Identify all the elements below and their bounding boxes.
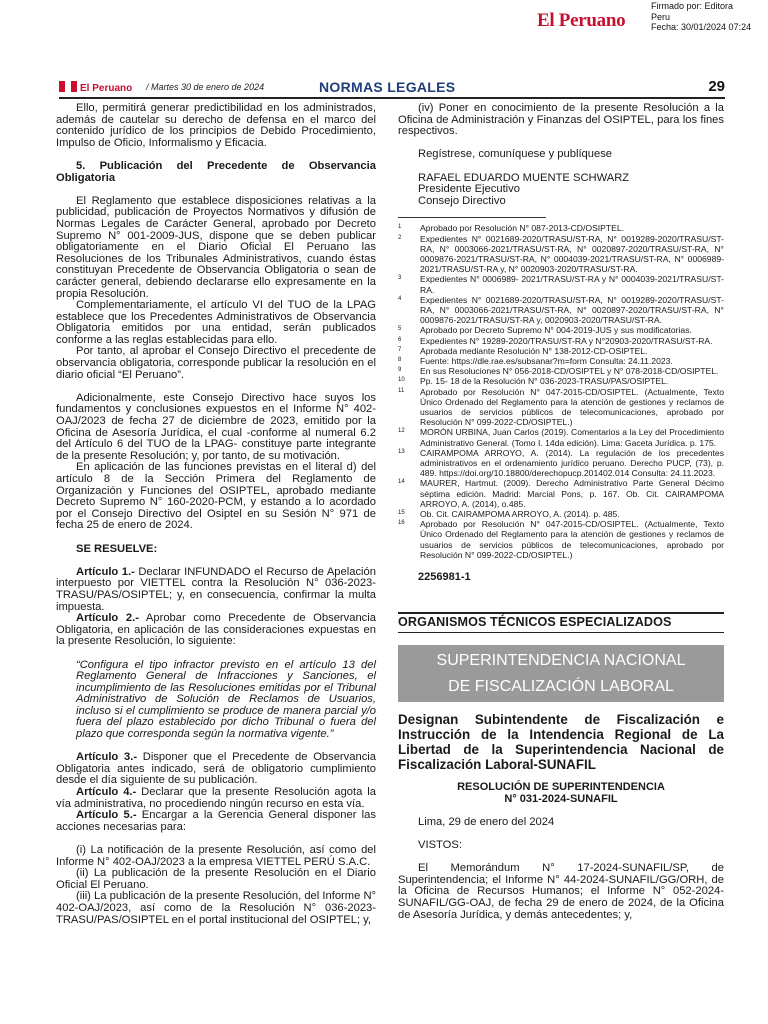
article-lead: Artículo 2.- [76, 612, 139, 625]
footnote-number: 1 [398, 224, 402, 231]
banner-line-1: SUPERINTENDENCIA NACIONAL [436, 652, 686, 670]
banner-line-2: DE FISCALIZACIÓN LABORAL [448, 678, 674, 696]
vistos-heading: VISTOS: [418, 839, 462, 852]
stamp-line-2: Peru [651, 11, 671, 22]
footnote [398, 346, 724, 356]
signer-title: Presidente Ejecutivo [418, 183, 520, 196]
footnote-number: 11 [398, 387, 405, 394]
stamp-line-3: Fecha: 30/01/2024 07:24 [651, 22, 752, 32]
paragraph: El Reglamento que establece disposiciones relativas a la publicidad, publicación de Proyectos Normativos y difusión de Normas Legales de Carácter General, aprobado por Decreto Supremo N° 001-2009-JUS, dispone que se deben publicar obligatoriamente en el Diario Oficial El Peruano las Resoluciones de los Tribunales Administrativos, cuando éstas constituyan Precedente de Observancia Obligatoria o sean de carácter general, debiendo declararse ello expresamente en la propia Resolución. [56, 194, 376, 300]
footnote-number: 16 [398, 520, 405, 527]
section-heading: 5. Publicación del Precedente de Observancia Obligatoria [56, 159, 376, 184]
header-rule [59, 97, 725, 99]
place-date: Lima, 29 de enero del 2024 [418, 815, 555, 828]
footnote-text: Aprobado por Resolución N° 047-2015-CD/OSIPTEL. (Actualmente, Texto Único Ordenado del Reglamento para la atención de gestiones y reclamos de usuarios de servicios públicos de telecomunicaciones, aprobado por Resolución N° 099-2022-CD/OSIPTEL.) [420, 386, 724, 428]
footnote [398, 387, 724, 428]
footnote-text: MORÓN URBINA, Juan Carlos (2019). Comentarios a la Ley del Procedimiento Administrativo General. (Tomo I. 14da edición). Lima: Gaceta Jurídica. p. 175. [420, 427, 724, 448]
footnote-number: 9 [398, 367, 402, 374]
footnote [398, 356, 724, 366]
header-section: NORMAS LEGALES [319, 79, 456, 95]
footnote [398, 295, 724, 326]
article-text: Declarar INFUNDADO el Recurso de Apelación interpuesto por VIETTEL contra la Resolución N° 036-2023-TRASU/PAS/OSIPTEL; y, en consecuencia, confirmar la multa impuesta. [56, 565, 376, 613]
article-lead: Artículo 3.- [76, 751, 138, 764]
footnote-number: 3 [398, 275, 402, 282]
flag-icon [59, 81, 77, 92]
header-logo-text: El Peruano [80, 83, 133, 94]
footnote-text: Aprobado por Resolución N° 087-2013-CD/OSIPTEL. [420, 223, 625, 234]
closing-formula: Regístrese, comuníquese y publíquese [418, 148, 613, 161]
stamp-line-1: Firmado por: Editora [651, 1, 734, 11]
footnote-number: 13 [398, 448, 405, 455]
footnote-text: Expedientes N° 0021689-2020/TRASU/ST-RA, N° 0019289-2020/TRASU/ST-RA, N° 0003066-2021/TRASU/ST-RA, N° 0020897-2020/TRASU/ST-RA, N° 0009876-2021/TRASU/ST-RA y, 0020903-2020/TRASU/ST-RA. [420, 294, 724, 326]
footnote-number: 15 [398, 510, 405, 517]
footnote-number: 8 [398, 356, 402, 363]
footnote-text: Aprobado por Resolución N° 047-2015-CD/OSIPTEL. (Actualmente, Texto Único Ordenado del Reglamento para la atención de gestiones y reclamos de usuarios de servicios públicos de telecomunicaciones, aprobado por Resolución N° 099-2022-CD/OSIPTEL.) [420, 519, 724, 560]
footnote [398, 325, 724, 335]
article-4 [56, 787, 376, 810]
article-headline: Designan Subintendente de Fiscalización e Instrucción de la Intendencia Regional de La Libertad de la Superintendencia Nacional de Fiscalización Laboral-SUNAFIL [398, 712, 724, 773]
footnote [398, 509, 724, 519]
footnote [398, 376, 724, 386]
signer-name: RAFAEL EDUARDO MUENTE SCHWARZ [418, 171, 630, 184]
right-column [398, 103, 724, 921]
footnote-number: 2 [398, 234, 402, 241]
resolve-heading: SE RESUELVE: [76, 542, 158, 555]
vistos-paragraph: El Memorándum N° 17-2024-SUNAFIL/SP, de Superintendencia; el Informe N° 44-2024-SUNAFIL/GG/ORH, de la Oficina de Recursos Humanos; el Informe N° 052-2024-SUNAFIL/GG-OAJ, de fecha 29 de enero de 2024, de la Oficina de Asesoría Jurídica, y demás antecedentes; y, [398, 862, 724, 921]
footnote [398, 478, 724, 509]
header-date: / Martes 30 de enero de 2024 [146, 82, 265, 92]
footnote-number: 6 [398, 336, 402, 343]
list-item: (ii) La publicación de la presente Resolución en el Diario Oficial El Peruano. [56, 867, 376, 891]
footnote-number: 10 [398, 377, 405, 384]
section-title: ORGANISMOS TÉCNICOS ESPECIALIZADOS [398, 614, 672, 629]
footnote-text: Aprobada mediante Resolución N° 138-2012-CD-OSIPTEL. [420, 345, 648, 356]
paragraph: En aplicación de las funciones previstas en el literal d) del artículo 8 de la Sección Primera del Reglamento de Organización y Funciones del OSIPTEL, aprobado mediante Decreto Supremo N° 160-2020-PCM, y estando a lo acordado por el Consejo Directivo del Osiptel en su Sesión N° 971 de fecha 25 de enero de 2024. [56, 461, 376, 532]
resolution-title-line-1: RESOLUCIÓN DE SUPERINTENDENCIA [457, 781, 665, 794]
digital-signature-stamp [651, 1, 751, 33]
article-lead: Artículo 1.- [76, 565, 135, 578]
footnote-text: Expedientes N° 0006989- 2021/TRASU/ST-RA y N° 0004039-2021/TRASU/ST-RA. [420, 274, 724, 295]
footnote-list [398, 223, 724, 560]
signer-org: Consejo Directivo [418, 194, 506, 207]
footnote-number: 12 [398, 428, 405, 435]
article-text: Aprobar como Precedente de Observancia Obligatoria, en aplicación de las consideraciones expuestas en la presente Resolución, lo siguiente: [56, 612, 376, 648]
footnote-text: Pp. 15- 18 de la Resolución N° 036-2023-TRASU/PAS/OSIPTEL. [420, 376, 669, 387]
article-2 [56, 613, 376, 648]
footnote-text: Aprobado por Decreto Supremo N° 004-2019-JUS y sus modificatorias. [420, 325, 692, 336]
footnote-text: CAIRAMPOMA ARROYO, A. (2014). La regulación de los precedentes administrativos en el ordenamiento jurídico peruano. Derecho PUCP, (73), p. 489. https://doi.org/10.18800/derechopucp.201402.014 Consulta: 24.11.2023. [420, 447, 724, 479]
header-logo [59, 81, 132, 94]
footnote [398, 366, 724, 376]
paragraph: Complementariamente, el artículo VI del TUO de la LPAG establece que los Precedentes Administrativos de Observancia Obligatoria emitidos por una entidad, serán publicados conforme a las reglas establecidas para ello. [56, 299, 376, 346]
list-item: (i) La notificación de la presente Resolución, así como del Informe N° 402-OAJ/2023 a la empresa VIETTEL PERÚ S.A.C. [56, 844, 376, 868]
footnote-text: Fuente: https://dle.rae.es/subsanar?m=form Consulta: 24.11.2023. [420, 355, 673, 366]
footnote-text: Expedientes N° 0021689-2020/TRASU/ST-RA, N° 0019289-2020/TRASU/ST-RA, N° 0003066-2021/TRASU/ST-RA, N° 0020897-2020/TRASU/ST-RA, N° 0009876-2021/TRASU/ST-RA, N° 0004039-2021/TRASU/ST-RA, N° 0006989-2021/TRASU/ST-RA y, N° 0020903-2020/TRASU/ST-RA. [420, 233, 724, 275]
resolution-title [398, 781, 724, 805]
article-3 [56, 752, 376, 787]
article-lead: Artículo 5.- [76, 809, 137, 822]
footnote-text: Expedientes N° 19289-2020/TRASU/ST-RA y N°20903-2020/TRASU/ST-RA. [420, 335, 713, 346]
footnote-number: 4 [398, 295, 402, 302]
precedent-quote: “Configura el tipo infractor previsto en el artículo 13 del Reglamento General de Infracciones y Sanciones, el incumplimiento de las Resoluciones emitidas por el Tribunal Administrativo de Solución de Reclamos de Usuarios, incluso si el cumplimiento se produce de manera parcial y/o fuera del plazo establecido por dicho Tribunal o fuera del plazo que corresponda según la normativa vigente.” [76, 658, 376, 741]
page-header [59, 78, 725, 98]
footnote-text: MAURER, Hartmut. (2009). Derecho Administrativo Parte General Décimo séptima edición. Madrid: Marcial Pons, p. 167. Ob. Cit. CAIRAMPOMA ARROYO, A. (2014), o.485. [420, 478, 724, 509]
paragraph: Adicionalmente, este Consejo Directivo hace suyos los fundamentos y conclusiones expuestos en el Informe N° 402-OAJ/2023 de fecha 27 de diciembre de 2023, emitido por la Oficina de Asesoría Jurídica, el cual -conforme al numeral 6.2 del Artículo 6 del TUO de la LPAG- constituye parte integrante de la presente Resolución; y, por tanto, de su motivación. [56, 391, 376, 462]
footnote-text: En sus Resoluciones N° 056-2018-CD/OSIPTEL y N° 078-2018-CD/OSIPTEL. [420, 366, 719, 377]
article-lead: Artículo 4.- [76, 786, 137, 799]
footnote [398, 223, 724, 233]
footnote-divider [398, 217, 546, 218]
paragraph: Por tanto, al aprobar el Consejo Directivo el precedente de observancia obligatoria, corresponde publicar la resolución en el diario oficial “El Peruano”. [56, 345, 376, 381]
article-text: Disponer que el Precedente de Observancia Obligatoria antes indicado, será de obligatorio cumplimiento desde el día siguiente de su publicación. [56, 751, 376, 787]
footnote [398, 448, 724, 479]
stamp-logo: El Peruano [537, 10, 626, 31]
article-1 [56, 567, 376, 613]
resolution-number: N° 031-2024-SUNAFIL [504, 793, 618, 806]
article-text: Encargar a la Gerencia General disponer las acciones necesarias para: [56, 809, 376, 833]
footnote [398, 519, 724, 560]
document-code: 2256981-1 [418, 571, 471, 584]
article-text: Declarar que la presente Resolución agota la vía administrativa, no procediendo ningún recurso en esta vía. [56, 786, 376, 810]
left-column [56, 103, 376, 926]
section-rule [398, 612, 724, 614]
footnote [398, 234, 724, 275]
paragraph: (iv) Poner en conocimiento de la presente Resolución a la Oficina de Administración y Finanzas del OSIPTEL, para los fines respectivos. [398, 102, 724, 138]
institution-banner [398, 645, 724, 702]
footnote-text: Ob. Cit. CAIRAMPOMA ARROYO, A. (2014). p. 485. [420, 509, 620, 520]
footnote-number: 5 [398, 326, 402, 333]
paragraph: Ello, permitirá generar predictibilidad en los administrados, además de cautelar su derecho de defensa en el marco del contenido jurídico de los principios de Debido Procedimiento, Impulso de Oficio, Informalismo y Eficacia. [56, 102, 376, 149]
section-rule [398, 632, 724, 633]
footnote [398, 336, 724, 346]
footnote [398, 427, 724, 447]
footnote [398, 274, 724, 294]
list-item: (iii) La publicación de la presente Resolución, del Informe N° 402-OAJ/2023, así como de la Resolución N° 036-2023-TRASU/PAS/OSIPTEL en el portal institucional del OSIPTEL; y, [56, 890, 376, 926]
article-5 [56, 810, 376, 833]
footnote-number: 14 [398, 479, 405, 486]
page-number: 29 [708, 78, 725, 95]
footnote-number: 7 [398, 346, 402, 353]
